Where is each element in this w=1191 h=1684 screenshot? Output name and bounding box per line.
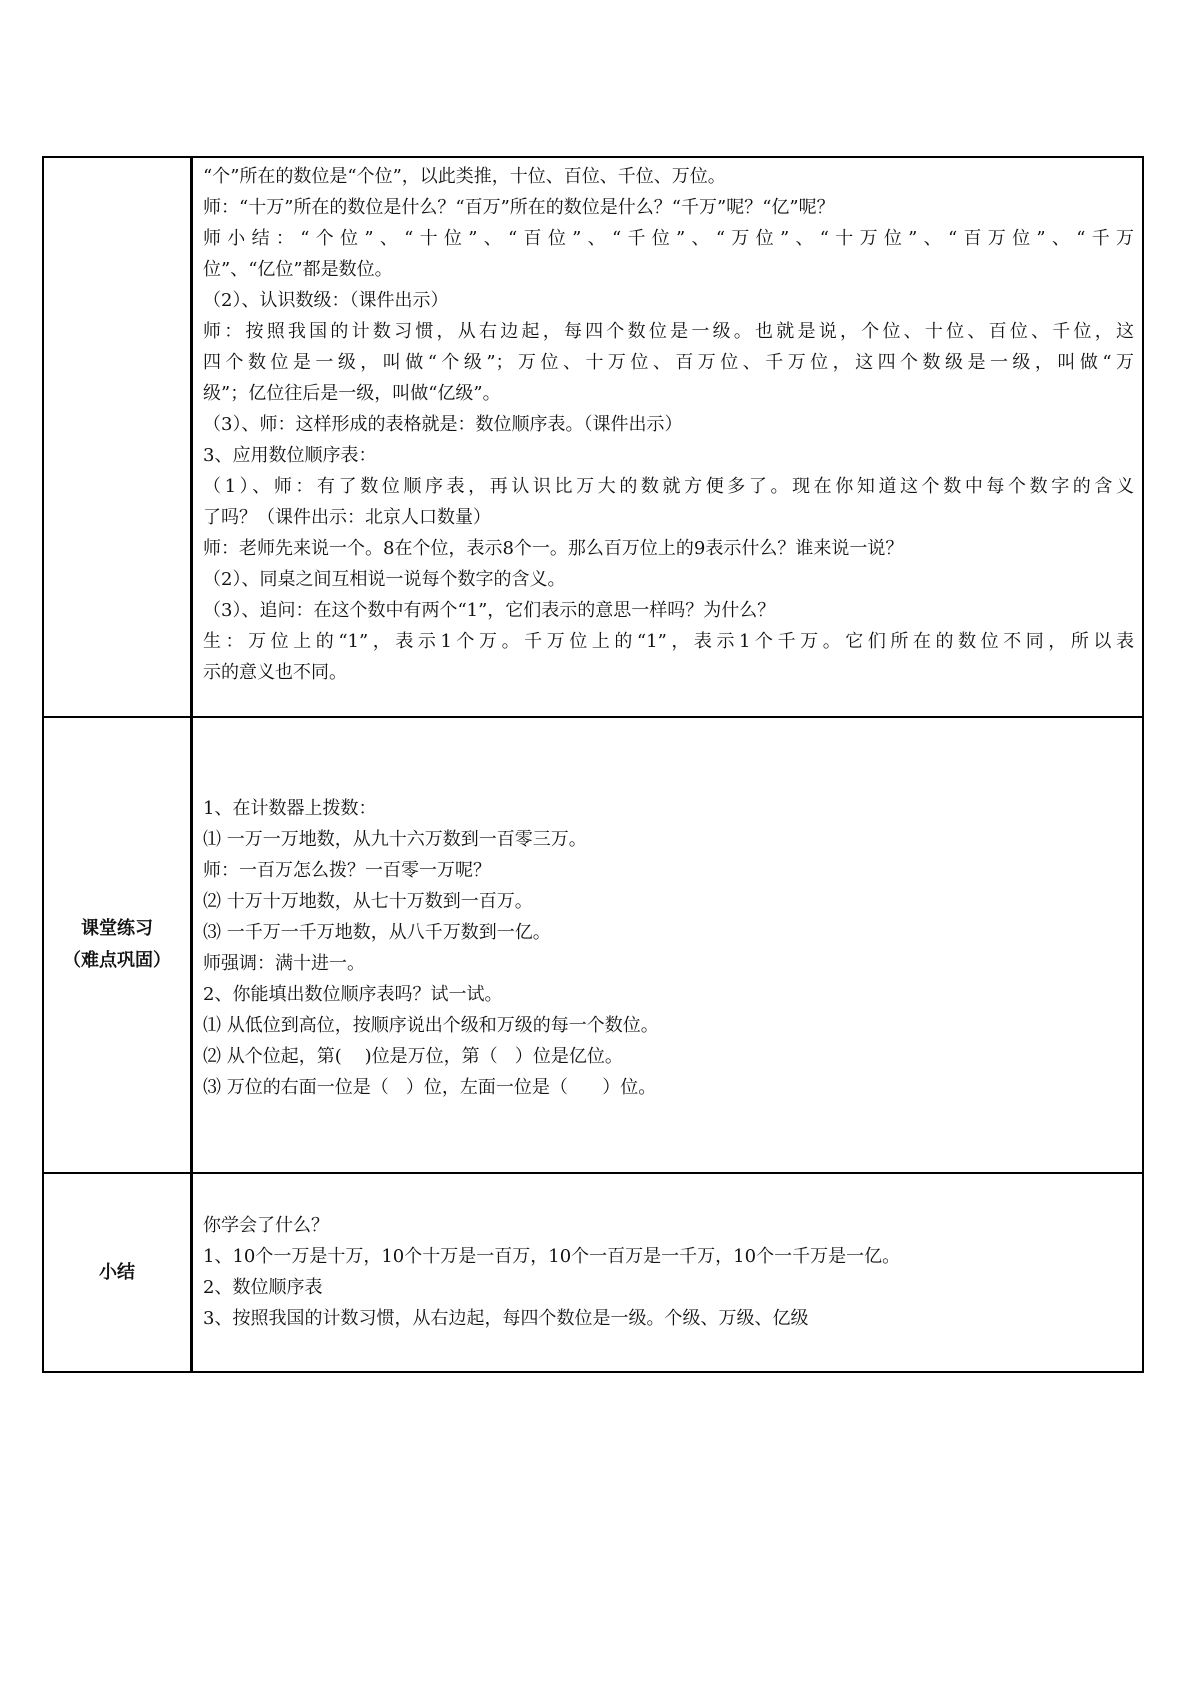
lesson-plan-table: [42, 156, 1144, 1373]
row-content-cell: [192, 1173, 1144, 1372]
content-line: ⑵ 从个位起，第( )位是万位，第（ ）位是亿位。: [203, 1046, 623, 1067]
content-line: 3、应用数位顺序表：: [203, 445, 377, 466]
content-line: 师强调：满十进一。: [203, 953, 365, 974]
content-line: 师小结：“个位”、“十位”、“百位”、“千位”、“万位”、“十万位”、“百万位”、“千万: [203, 228, 1134, 249]
content-line: 示的意义也不同。: [203, 662, 347, 683]
content-line: 级”；亿位往后是一级，叫做“亿级”。: [203, 383, 501, 404]
content-line: “个”所在的数位是“个位”，以此类推，十位、百位、千位、万位。: [203, 166, 726, 187]
content-line: （3）、师：这样形成的表格就是：数位顺序表。（课件出示）: [203, 414, 683, 435]
content-line: （3）、追问：在这个数中有两个“1”，它们表示的意思一样吗？为什么？: [203, 600, 776, 621]
content-line: ⑴ 一万一万地数，从九十六万数到一百零三万。: [203, 829, 587, 850]
content-line: 位”、“亿位”都是数位。: [203, 259, 393, 280]
row-label: 课堂练习: [81, 918, 153, 939]
content-line: 师：一百万怎么拨？一百零一万呢？: [203, 860, 491, 881]
content-line: （2）、认识数级：（课件出示）: [203, 290, 449, 311]
content-line: （2）、同桌之间互相说一说每个数字的含义。: [203, 569, 566, 590]
content-line: 你学会了什么？: [203, 1215, 329, 1236]
content-line: ⑴ 从低位到高位，按顺序说出个级和万级的每一个数位。: [203, 1015, 659, 1036]
content-line: 四个数位是一级，叫做“个级”；万位、十万位、百万位、千万位，这四个数级是一级，叫做“万: [203, 352, 1134, 373]
row-content-cell: [192, 157, 1144, 717]
content-line: ⑶ 万位的右面一位是（ ）位，左面一位是（ ）位。: [203, 1077, 657, 1098]
content-line: 师：按照我国的计数习惯，从右边起，每四个数位是一级。也就是说，个位、十位、百位、千位，这: [203, 321, 1134, 342]
row-label: （难点巩固）: [63, 950, 171, 971]
content-line: 生：万位上的“1”，表示1个万。千万位上的“1”，表示1个千万。它们所在的数位不同，所以表: [203, 631, 1134, 652]
content-line: 1、在计数器上拨数：: [203, 798, 377, 819]
row-label-cell: [43, 157, 192, 717]
content-line: ⑶ 一千万一千万地数，从八千万数到一亿。: [203, 922, 551, 943]
table-row-lesson-process: [43, 157, 1143, 717]
content-line: 了吗？（课件出示：北京人口数量）: [203, 507, 491, 528]
table-row-summary: [43, 1173, 1143, 1372]
row-label-cell: [43, 717, 192, 1173]
row-label-cell: [43, 1173, 192, 1372]
content-line: 1、10个一万是十万，10个十万是一百万，10个一百万是一千万，10个一千万是一亿。: [203, 1246, 901, 1267]
content-line: 师：“十万”所在的数位是什么？“百万”所在的数位是什么？“千万”呢？“亿”呢？: [203, 197, 835, 218]
content-line: 2、你能填出数位顺序表吗？试一试。: [203, 984, 503, 1005]
content-line: 2、数位顺序表: [203, 1277, 323, 1298]
row-label: 小结: [99, 1261, 135, 1283]
content-line: ⑵ 十万十万地数，从七十万数到一百万。: [203, 891, 533, 912]
content-line: 师：老师先来说一个。8在个位，表示8个一。那么百万位上的9表示什么？谁来说一说？: [203, 538, 904, 559]
content-line: （1）、师：有了数位顺序表，再认识比万大的数就方便多了。现在你知道这个数中每个数字的含义: [203, 476, 1134, 497]
row-content-cell: [192, 717, 1144, 1173]
table-row-classroom-practice: [43, 717, 1143, 1173]
content-line: 3、按照我国的计数习惯，从右边起，每四个数位是一级。个级、万级、亿级: [203, 1308, 809, 1329]
